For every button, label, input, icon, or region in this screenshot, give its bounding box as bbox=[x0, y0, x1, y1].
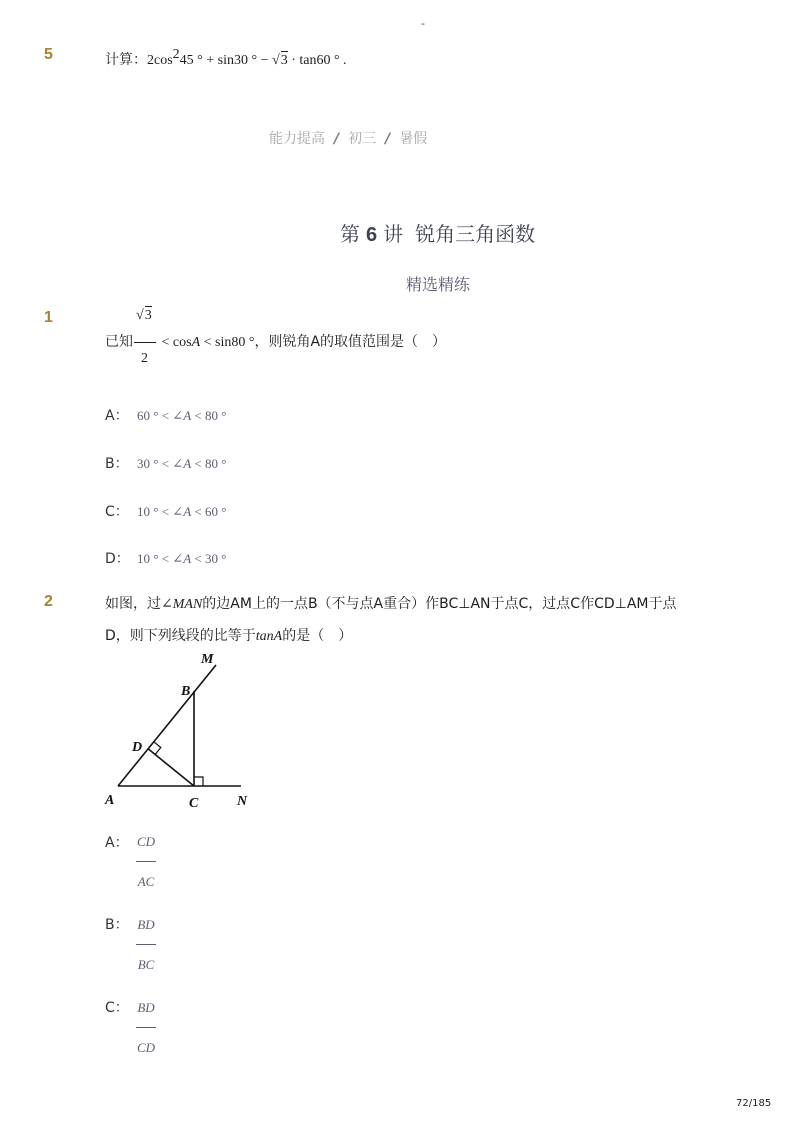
stem-lead: 已知 bbox=[105, 334, 133, 350]
fraction-bar bbox=[136, 1027, 156, 1028]
fraction-numerator: CD bbox=[137, 834, 156, 849]
question-number-2: 2 bbox=[44, 593, 53, 610]
math-term: < sin80 ° bbox=[200, 335, 255, 350]
lecture-topic: 锐角三角函数 bbox=[415, 222, 536, 246]
option-expression bbox=[137, 408, 226, 423]
fraction-numerator: BD bbox=[137, 917, 155, 932]
stem-prefix: 计算： bbox=[105, 52, 147, 68]
option-b bbox=[105, 453, 226, 474]
fraction bbox=[136, 998, 156, 1058]
expr-right: < 60 ° bbox=[191, 504, 227, 519]
breadcrumb-separator: / bbox=[334, 131, 340, 147]
expr-right: < 80 ° bbox=[191, 408, 227, 423]
option-a bbox=[105, 405, 226, 426]
math-function: tanA bbox=[255, 629, 283, 644]
fraction-bar bbox=[136, 861, 156, 862]
sqrt-radicand: 3 bbox=[280, 53, 288, 68]
expr-variable: A bbox=[183, 551, 192, 566]
math-term: 45 ° + sin30 ° − bbox=[179, 53, 272, 68]
lecture-title bbox=[340, 221, 535, 248]
breadcrumb-item: 暑假 bbox=[399, 131, 428, 147]
expr-left: 10 ° < ∠ bbox=[137, 551, 184, 566]
fraction-denominator: 2 bbox=[141, 351, 148, 366]
fraction-denominator: AC bbox=[137, 874, 155, 889]
point-label-a: A bbox=[105, 793, 115, 808]
stem-text: 的边AM上的一点B（不与点A重合）作BC⊥AN于点C，过点C作CD⊥AM于点 bbox=[202, 596, 677, 612]
sqrt-radicand: 3 bbox=[144, 308, 152, 323]
stem-text: D，则下列线段的比等于 bbox=[105, 628, 256, 644]
math-term: 2cos bbox=[147, 53, 173, 68]
option-expression bbox=[137, 551, 226, 566]
option-expression bbox=[137, 504, 226, 519]
question-1-stem bbox=[105, 308, 447, 366]
expr-variable: A bbox=[183, 456, 192, 471]
lecture-number: 6 bbox=[366, 224, 378, 246]
stem-text: 如图，过 bbox=[105, 596, 161, 612]
stem-tail: ，则锐角A的取值范围是（ ） bbox=[254, 334, 447, 350]
expr-left: 10 ° < ∠ bbox=[137, 504, 184, 519]
fraction bbox=[136, 915, 156, 975]
breadcrumb-item: 初三 bbox=[348, 131, 377, 147]
math-term: · tan60 ° . bbox=[287, 53, 347, 68]
breadcrumb-separator: / bbox=[385, 131, 391, 147]
fraction-numerator bbox=[136, 306, 152, 326]
point-label-d: D bbox=[132, 740, 143, 755]
fraction-denominator: CD bbox=[137, 1040, 156, 1055]
lecture-suffix: 讲 bbox=[383, 222, 404, 246]
expr-variable: A bbox=[183, 408, 192, 423]
point-label-b: B bbox=[181, 684, 191, 699]
question-number-1: 1 bbox=[44, 309, 53, 326]
ray-am bbox=[118, 665, 216, 786]
sqrt-sign: √ bbox=[272, 53, 280, 68]
fraction-numerator: BD bbox=[137, 1000, 155, 1015]
option-expression bbox=[137, 456, 226, 471]
fraction bbox=[136, 832, 156, 892]
question-number-5: 5 bbox=[44, 46, 53, 63]
breadcrumb bbox=[269, 129, 427, 149]
geometry-figure bbox=[95, 645, 265, 815]
option-label: B： bbox=[105, 917, 129, 933]
option-label: C： bbox=[105, 504, 129, 520]
sqrt-sign: √ bbox=[136, 308, 144, 323]
point-label-m: M bbox=[201, 652, 214, 667]
expr-right: < 30 ° bbox=[191, 551, 227, 566]
angle-name: MAN bbox=[172, 597, 203, 612]
question-2-stem-line-1 bbox=[105, 594, 676, 615]
right-angle-mark-c bbox=[194, 777, 203, 786]
option-label: A： bbox=[105, 835, 129, 851]
expr-left: 30 ° < ∠ bbox=[137, 456, 184, 471]
lecture-prefix: 第 bbox=[340, 222, 360, 246]
option-label: A： bbox=[105, 408, 129, 424]
point-label-n: N bbox=[237, 794, 248, 809]
question-5-stem bbox=[105, 47, 347, 71]
expr-variable: A bbox=[183, 504, 192, 519]
point-label-c: C bbox=[189, 796, 199, 811]
section-title: 精选精练 bbox=[406, 275, 471, 294]
page-number: 72/185 bbox=[736, 1098, 772, 1109]
option-label: C： bbox=[105, 1000, 129, 1016]
fraction-denominator: BC bbox=[137, 957, 155, 972]
breadcrumb-item: 能力提高 bbox=[269, 131, 325, 147]
fraction bbox=[134, 308, 156, 366]
expr-right: < 80 ° bbox=[191, 456, 227, 471]
option-label: D： bbox=[105, 551, 130, 567]
math-term: < cos bbox=[158, 335, 192, 350]
fraction-bar bbox=[136, 944, 156, 945]
math-variable: A bbox=[191, 335, 201, 350]
option-label: B： bbox=[105, 456, 129, 472]
header-mark: - bbox=[421, 17, 425, 30]
option-d bbox=[105, 548, 226, 569]
expr-left: 60 ° < ∠ bbox=[137, 408, 184, 423]
stem-text: 的是（ ） bbox=[282, 628, 353, 644]
question-2-stem-line-2 bbox=[105, 626, 352, 647]
fraction-bar bbox=[134, 342, 156, 343]
math-exponent: 2 bbox=[172, 47, 180, 62]
option-c bbox=[105, 501, 226, 522]
right-angle-mark-d bbox=[154, 742, 161, 755]
angle-sign: ∠ bbox=[161, 597, 173, 612]
